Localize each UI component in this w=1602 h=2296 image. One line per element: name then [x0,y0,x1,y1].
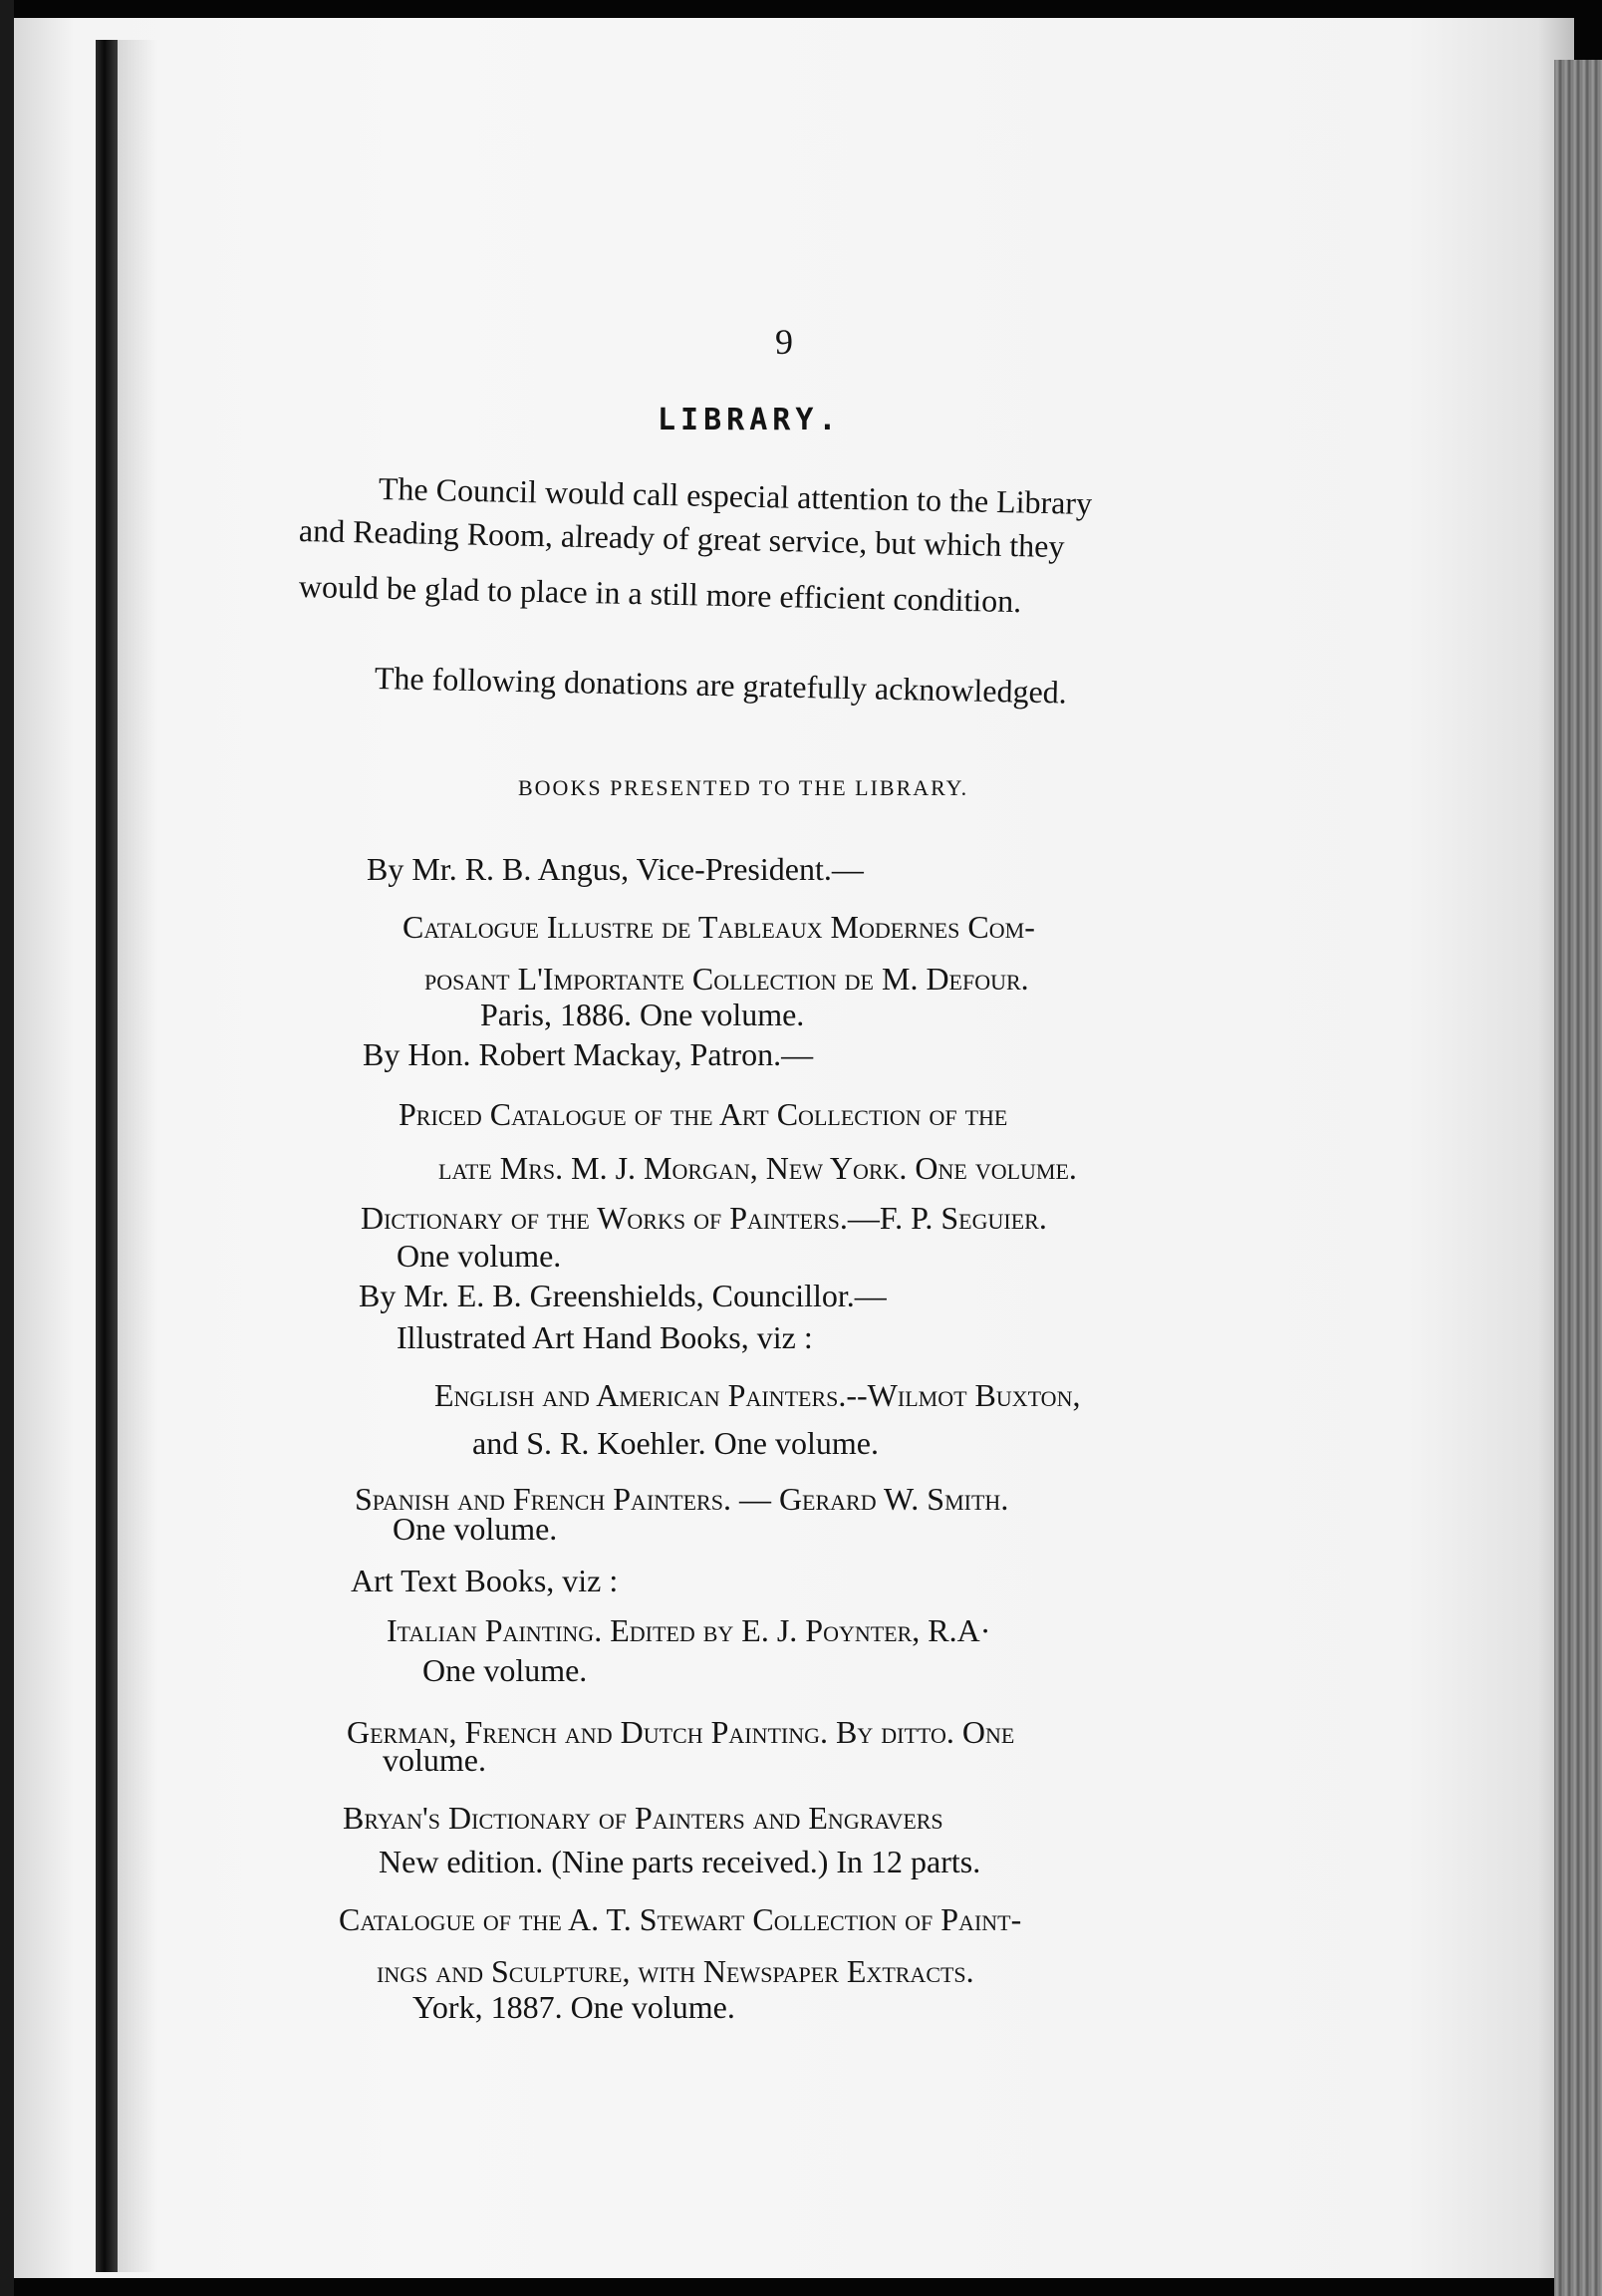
book-title-line: posant L'Importante Collection de M. Defour. [424,961,1029,997]
book-title-line: Catalogue Illustre de Tableaux Modernes Com- [402,909,1035,945]
book-title-line: Bryan's Dictionary of Painters and Engravers [343,1800,943,1836]
section-line: Art Text Books, viz : [351,1563,619,1598]
book-detail-line: One volume. [422,1652,588,1688]
donor-line: By Mr. R. B. Angus, Vice-President.— [367,851,864,887]
book-detail-line: Paris, 1886. One volume. [480,997,805,1032]
book-detail-line: New edition. (Nine parts received.) In 12 parts. [379,1844,981,1879]
book-title-line: ings and Sculpture, with Newspaper Extracts. [377,1953,974,1989]
donations-line: The following donations are gratefully acknowledged. [374,660,1068,711]
book-title-line: Catalogue of the A. T. Stewart Collection of Paint- [339,1901,1022,1937]
page-heading: LIBRARY. [658,403,842,437]
donor-line: By Mr. E. B. Greenshields, Councillor.— [359,1278,887,1313]
book-title-line: late Mrs. M. J. Morgan, New York. One volume. [438,1150,1077,1186]
intro-line: would be glad to place in a still more efficient condition. [298,568,1022,620]
book-detail-line: York, 1887. One volume. [412,1989,735,2025]
book-detail-line: Illustrated Art Hand Books, viz : [397,1319,813,1355]
book-title-line: Italian Painting. Edited by E. J. Poynter, R.A· [387,1612,991,1648]
intro-line: and Reading Room, already of great service, but which they [298,512,1065,565]
book-title-line: Dictionary of the Works of Painters.—F. P. Seguier. [361,1200,1047,1236]
book-title-line: English and American Painters.--Wilmot Buxton, [434,1377,1081,1413]
book-title-line: Spanish and French Painters. — Gerard W. Smith. [355,1481,1009,1517]
book-detail-line: volume. [383,1742,486,1778]
book-detail-line: and S. R. Koehler. One volume. [472,1425,879,1461]
section-subheading: BOOKS PRESENTED TO THE LIBRARY. [518,775,969,800]
intro-line: The Council would call especial attention to the Library [378,470,1093,521]
donor-line: By Hon. Robert Mackay, Patron.— [363,1036,814,1072]
book-title-line: Priced Catalogue of the Art Collection of the [399,1096,1008,1132]
book-title-line: German, French and Dutch Painting. By ditto. One [347,1714,1015,1750]
book-detail-line: One volume. [393,1511,558,1547]
page-number: 9 [775,322,793,362]
book-detail-line: One volume. [397,1238,562,1274]
